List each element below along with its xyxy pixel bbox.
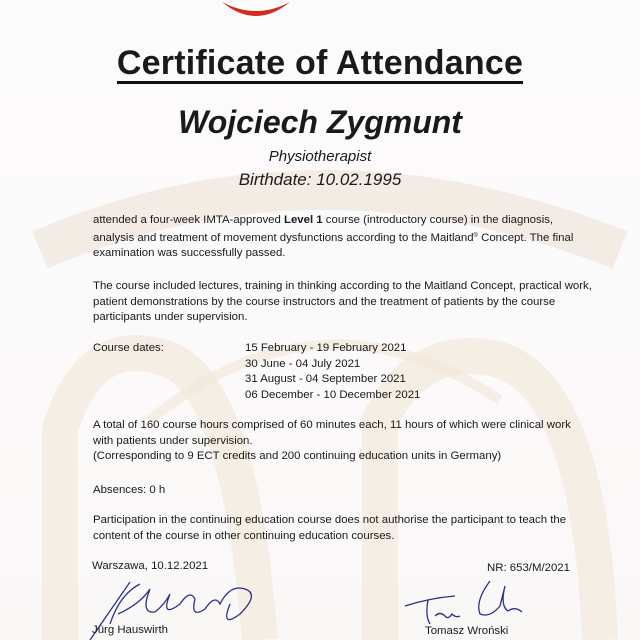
logo-arc-icon bbox=[218, 0, 294, 18]
course-content-paragraph: The course included lectures, training in thinking according to the Maitland Concept, practical work, patient demonstrations by the course instructors and the treatment of patients by the course participants under supervision. bbox=[93, 280, 592, 323]
place-date: Warszawa, 10.12.2021 bbox=[92, 560, 209, 572]
p1-part1: attended a four-week IMTA-approved bbox=[93, 214, 284, 226]
recipient-name: Wojciech Zygmunt bbox=[178, 104, 462, 140]
recipient-profession: Physiotherapist bbox=[268, 148, 372, 165]
hours-text: A total of 160 course hours comprised of 60 minutes each, 11 hours of which were clinical work with patients under supervision. bbox=[93, 419, 571, 447]
title-text: Certificate of Attendance bbox=[116, 44, 524, 82]
certificate-title bbox=[0, 44, 640, 84]
course-dates-label: Course dates: bbox=[93, 342, 164, 354]
course-date-item: 31 August - 04 September 2021 bbox=[245, 373, 406, 385]
disclaimer-paragraph: Participation in the continuing education course does not authorise the participant to teach the content of the course in other continuing education courses. bbox=[93, 514, 567, 542]
p1-part3: Concept. The final examination was successfully passed. bbox=[93, 231, 574, 259]
signer-1-name: Jürg Hauswirth bbox=[92, 624, 168, 636]
certificate-number: NR: 653/M/2021 bbox=[487, 562, 570, 574]
hours-paragraph bbox=[93, 418, 593, 465]
course-date-item: 15 February - 19 February 2021 bbox=[245, 342, 407, 354]
course-date-item: 30 June - 04 July 2021 bbox=[245, 357, 361, 370]
recipient-birthdate: Birthdate: 10.02.1995 bbox=[238, 170, 402, 189]
p1-level: Level 1 bbox=[284, 214, 323, 226]
credits-text: (Corresponding to 9 ECT credits and 200 continuing education units in Germany) bbox=[93, 450, 502, 462]
registered-mark: ® bbox=[473, 232, 478, 239]
absences-text: Absences: 0 h bbox=[93, 484, 166, 496]
course-dates-list bbox=[245, 341, 420, 403]
signer-2-name: Tomasz Wroński bbox=[425, 625, 509, 637]
attendance-paragraph bbox=[93, 213, 593, 262]
course-date-item: 06 December - 10 December 2021 bbox=[245, 388, 421, 401]
signature-2-icon bbox=[400, 576, 540, 626]
p1-part2: course (introductory course) in the diagnosis, analysis and treatment of movement dysfunctions according to the Maitland bbox=[93, 214, 554, 244]
